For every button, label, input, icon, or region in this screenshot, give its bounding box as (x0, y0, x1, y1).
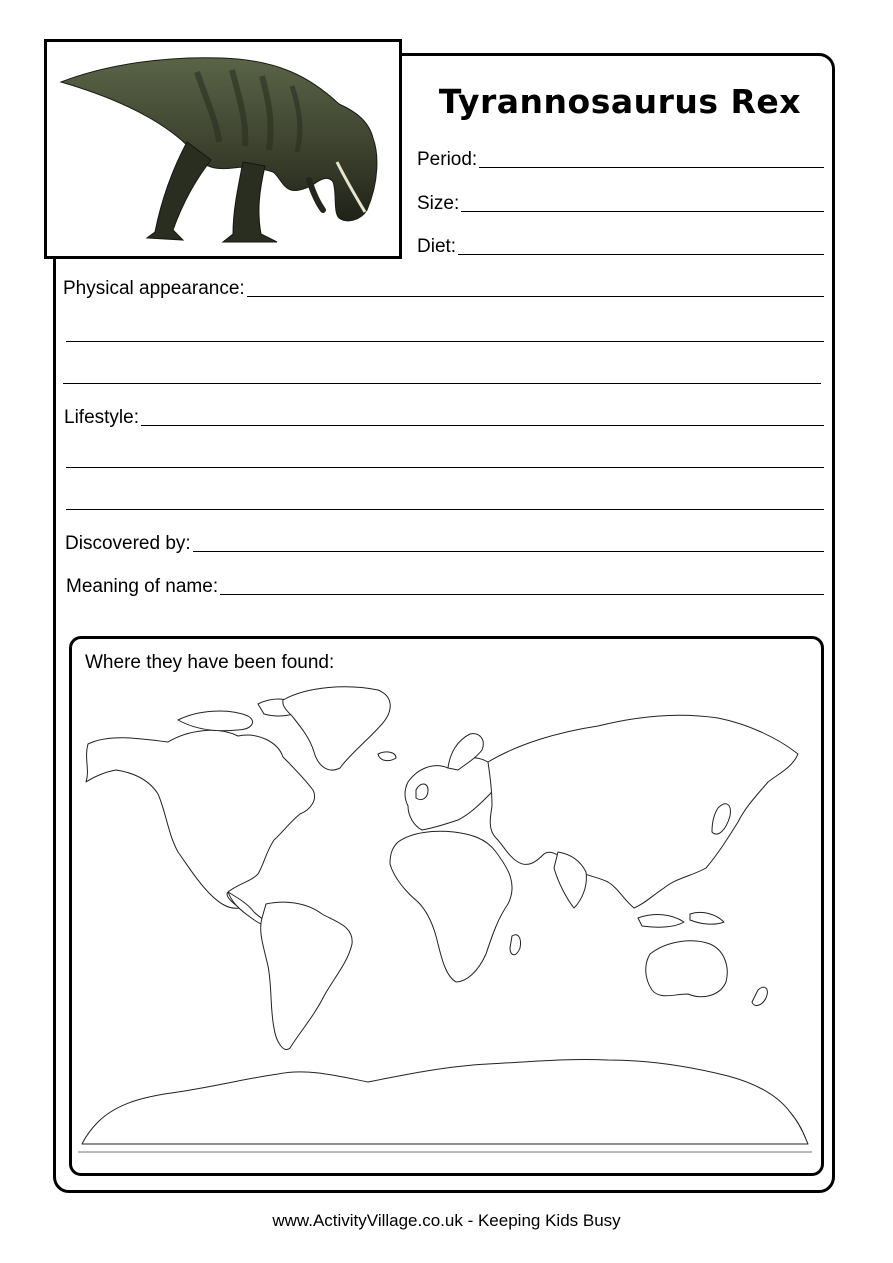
size-label: Size: (417, 193, 460, 214)
footer-text[interactable]: www.ActivityVillage.co.uk - Keeping Kids Busy (272, 1211, 621, 1230)
trex-icon (47, 42, 399, 256)
lifestyle-label: Lifestyle: (64, 407, 139, 428)
lifestyle-field[interactable] (64, 408, 824, 428)
diet-field[interactable] (417, 237, 824, 257)
discovered-by-label: Discovered by: (65, 533, 191, 554)
meaning-of-name-label: Meaning of name: (66, 576, 219, 597)
writing-line[interactable] (66, 341, 824, 342)
diet-label: Diet: (417, 236, 457, 257)
writing-line[interactable] (66, 467, 824, 468)
dinosaur-illustration (44, 39, 402, 259)
writing-line[interactable] (66, 509, 824, 510)
world-map-icon[interactable] (78, 682, 814, 1158)
writing-line[interactable] (63, 383, 821, 384)
size-field[interactable] (417, 194, 824, 214)
physical-appearance-field[interactable] (63, 279, 824, 299)
discovered-by-field[interactable] (65, 534, 824, 554)
map-label: Where they have been found: (85, 652, 335, 673)
physical-appearance-label: Physical appearance: (63, 278, 245, 299)
meaning-of-name-field[interactable] (66, 577, 824, 597)
period-field[interactable] (417, 150, 824, 170)
page-title: Tyrannosaurus Rex (438, 82, 802, 121)
period-label: Period: (417, 149, 478, 170)
